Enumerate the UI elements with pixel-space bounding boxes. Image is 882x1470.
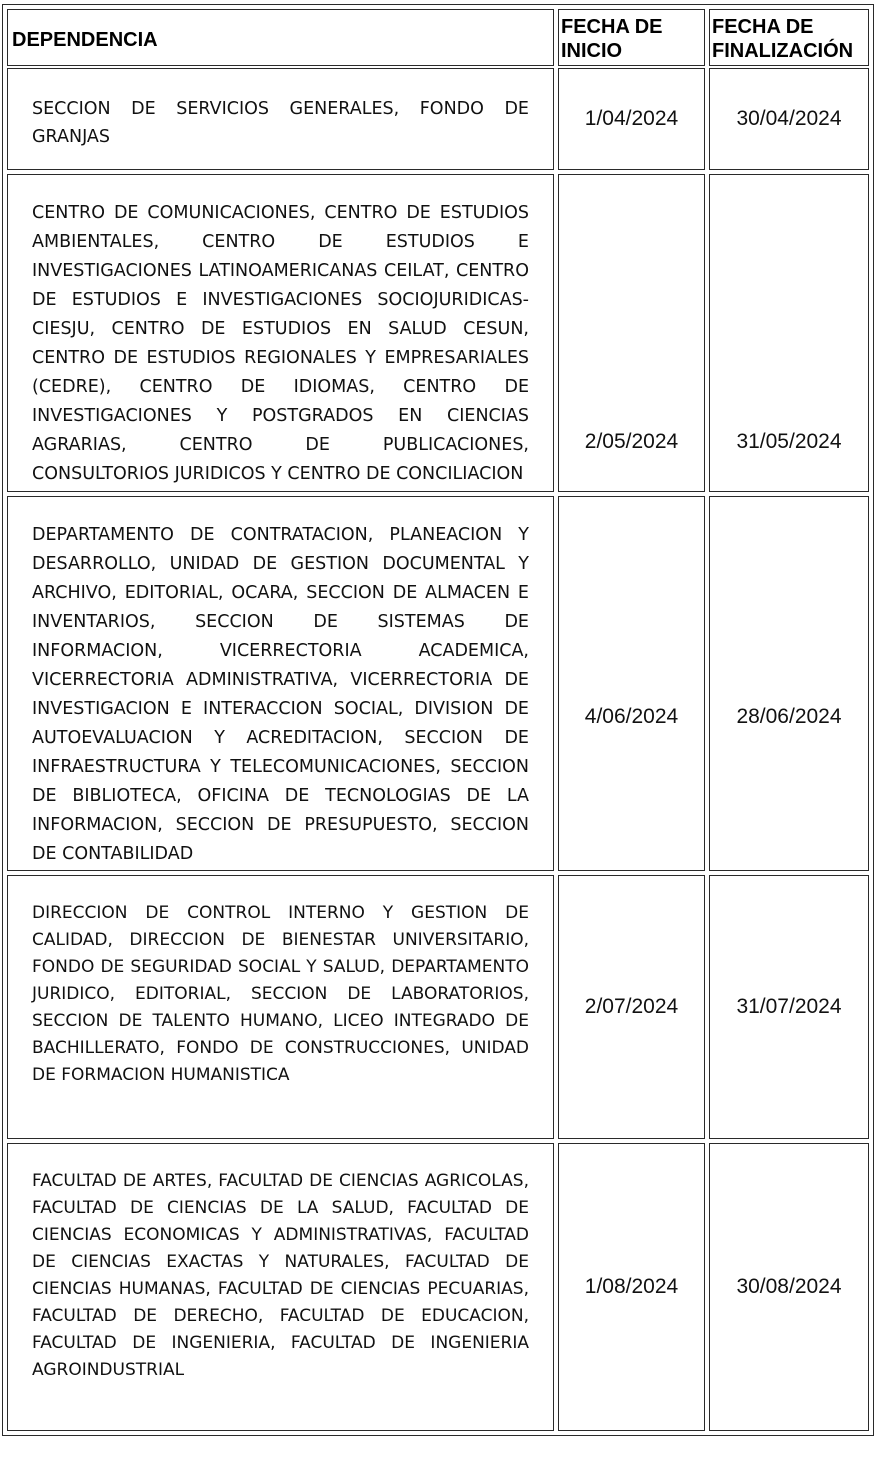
dependencia-text: SECCION DE SERVICIOS GENERALES, FONDO DE GRANJAS [32, 99, 529, 147]
schedule-table [2, 4, 874, 1436]
table-row-5-inicio [558, 1143, 705, 1431]
table-row-5-dependencia [7, 1143, 554, 1431]
fecha-inicio-value: 2/05/2024 [584, 430, 679, 453]
table-row-1-fin [709, 68, 869, 170]
header-dependencia-label: DEPENDENCIA [12, 29, 158, 51]
dependencia-text: FACULTAD DE ARTES, FACULTAD DE CIENCIAS AGRICOLAS, FACULTAD DE CIENCIAS DE LA SALUD, FACULTAD DE CIENCIAS ECONOMICAS Y ADMINISTRATIVAS, FACULTAD DE CIENCIAS EXACTAS Y NATURALES, FACULTAD DE CIENCIAS HUMANAS, FACULTAD DE CIENCIAS PECUARIAS, FACULTAD DE DERECHO, FACULTAD DE EDUCACION, FACULTAD DE INGENIERIA, FACULTAD DE INGENIERIA AGROINDUSTRIAL [32, 1171, 529, 1380]
table-row-4-inicio [558, 875, 705, 1139]
fecha-inicio-value: 1/08/2024 [584, 1275, 679, 1298]
dependencia-text: CENTRO DE COMUNICACIONES, CENTRO DE ESTUDIOS AMBIENTALES, CENTRO DE ESTUDIOS E INVESTIGACIONES LATINOAMERICANAS CEILAT, CENTRO DE ESTUDIOS E INVESTIGACIONES SOCIOJURIDICAS-CIESJU, CENTRO DE ESTUDIOS EN SALUD CESUN, CENTRO DE ESTUDIOS REGIONALES Y EMPRESARIALES (CEDRE), CENTRO DE IDIOMAS, CENTRO DE INVESTIGACIONES Y POSTGRADOS EN CIENCIAS AGRARIAS, CENTRO DE PUBLICACIONES, CONSULTORIOS JURIDICOS Y CENTRO DE CONCILIACION [32, 203, 529, 484]
fecha-fin-value: 31/07/2024 [736, 995, 842, 1018]
table-row-2-fin [709, 174, 869, 492]
table-row-3-dependencia [7, 496, 554, 871]
table-row-1-dependencia [7, 68, 554, 170]
dependencia-text: DIRECCION DE CONTROL INTERNO Y GESTION DE CALIDAD, DIRECCION DE BIENESTAR UNIVERSITARIO, FONDO DE SEGURIDAD SOCIAL Y SALUD, DEPARTAMENTO JURIDICO, EDITORIAL, SECCION DE LABORATORIOS, SECCION DE TALENTO HUMANO, LICEO INTEGRADO DE BACHILLERATO, FONDO DE CONSTRUCCIONES, UNIDAD DE FORMACION HUMANISTICA [32, 903, 529, 1085]
fecha-fin-value: 28/06/2024 [736, 705, 842, 728]
fecha-fin-value: 30/08/2024 [736, 1275, 842, 1298]
table-row-3-fin [709, 496, 869, 871]
header-fecha-inicio-label: FECHA DE INICIO [561, 16, 663, 62]
table-row-2-dependencia [7, 174, 554, 492]
fecha-inicio-value: 4/06/2024 [584, 705, 679, 728]
header-dependencia [7, 9, 554, 66]
fecha-inicio-value: 2/07/2024 [584, 995, 679, 1018]
header-fecha-fin-label: FECHA DE FINALIZACIÓN [712, 16, 854, 62]
table-row-4-fin [709, 875, 869, 1139]
dependencia-text: DEPARTAMENTO DE CONTRATACION, PLANEACION Y DESARROLLO, UNIDAD DE GESTION DOCUMENTAL Y ARCHIVO, EDITORIAL, OCARA, SECCION DE ALMACEN E INVENTARIOS, SECCION DE SISTEMAS DE INFORMACION, VICERRECTORIA ACADEMICA, VICERRECTORIA ADMINISTRATIVA, VICERRECTORIA DE INVESTIGACION E INTERACCION SOCIAL, DIVISION DE AUTOEVALUACION Y ACREDITACION, SECCION DE INFRAESTRUCTURA Y TELECOMUNICACIONES, SECCION DE BIBLIOTECA, OFICINA DE TECNOLOGIAS DE LA INFORMACION, SECCION DE PRESUPUESTO, SECCION DE CONTABILIDAD [32, 525, 529, 864]
table-row-4-dependencia [7, 875, 554, 1139]
fecha-fin-value: 30/04/2024 [736, 107, 842, 130]
table-row-1-inicio [558, 68, 705, 170]
table-row-3-inicio [558, 496, 705, 871]
fecha-fin-value: 31/05/2024 [736, 430, 842, 453]
table-row-5-fin [709, 1143, 869, 1431]
table-row-2-inicio [558, 174, 705, 492]
header-fecha-fin [709, 9, 869, 66]
header-fecha-inicio [558, 9, 705, 66]
fecha-inicio-value: 1/04/2024 [584, 107, 679, 130]
